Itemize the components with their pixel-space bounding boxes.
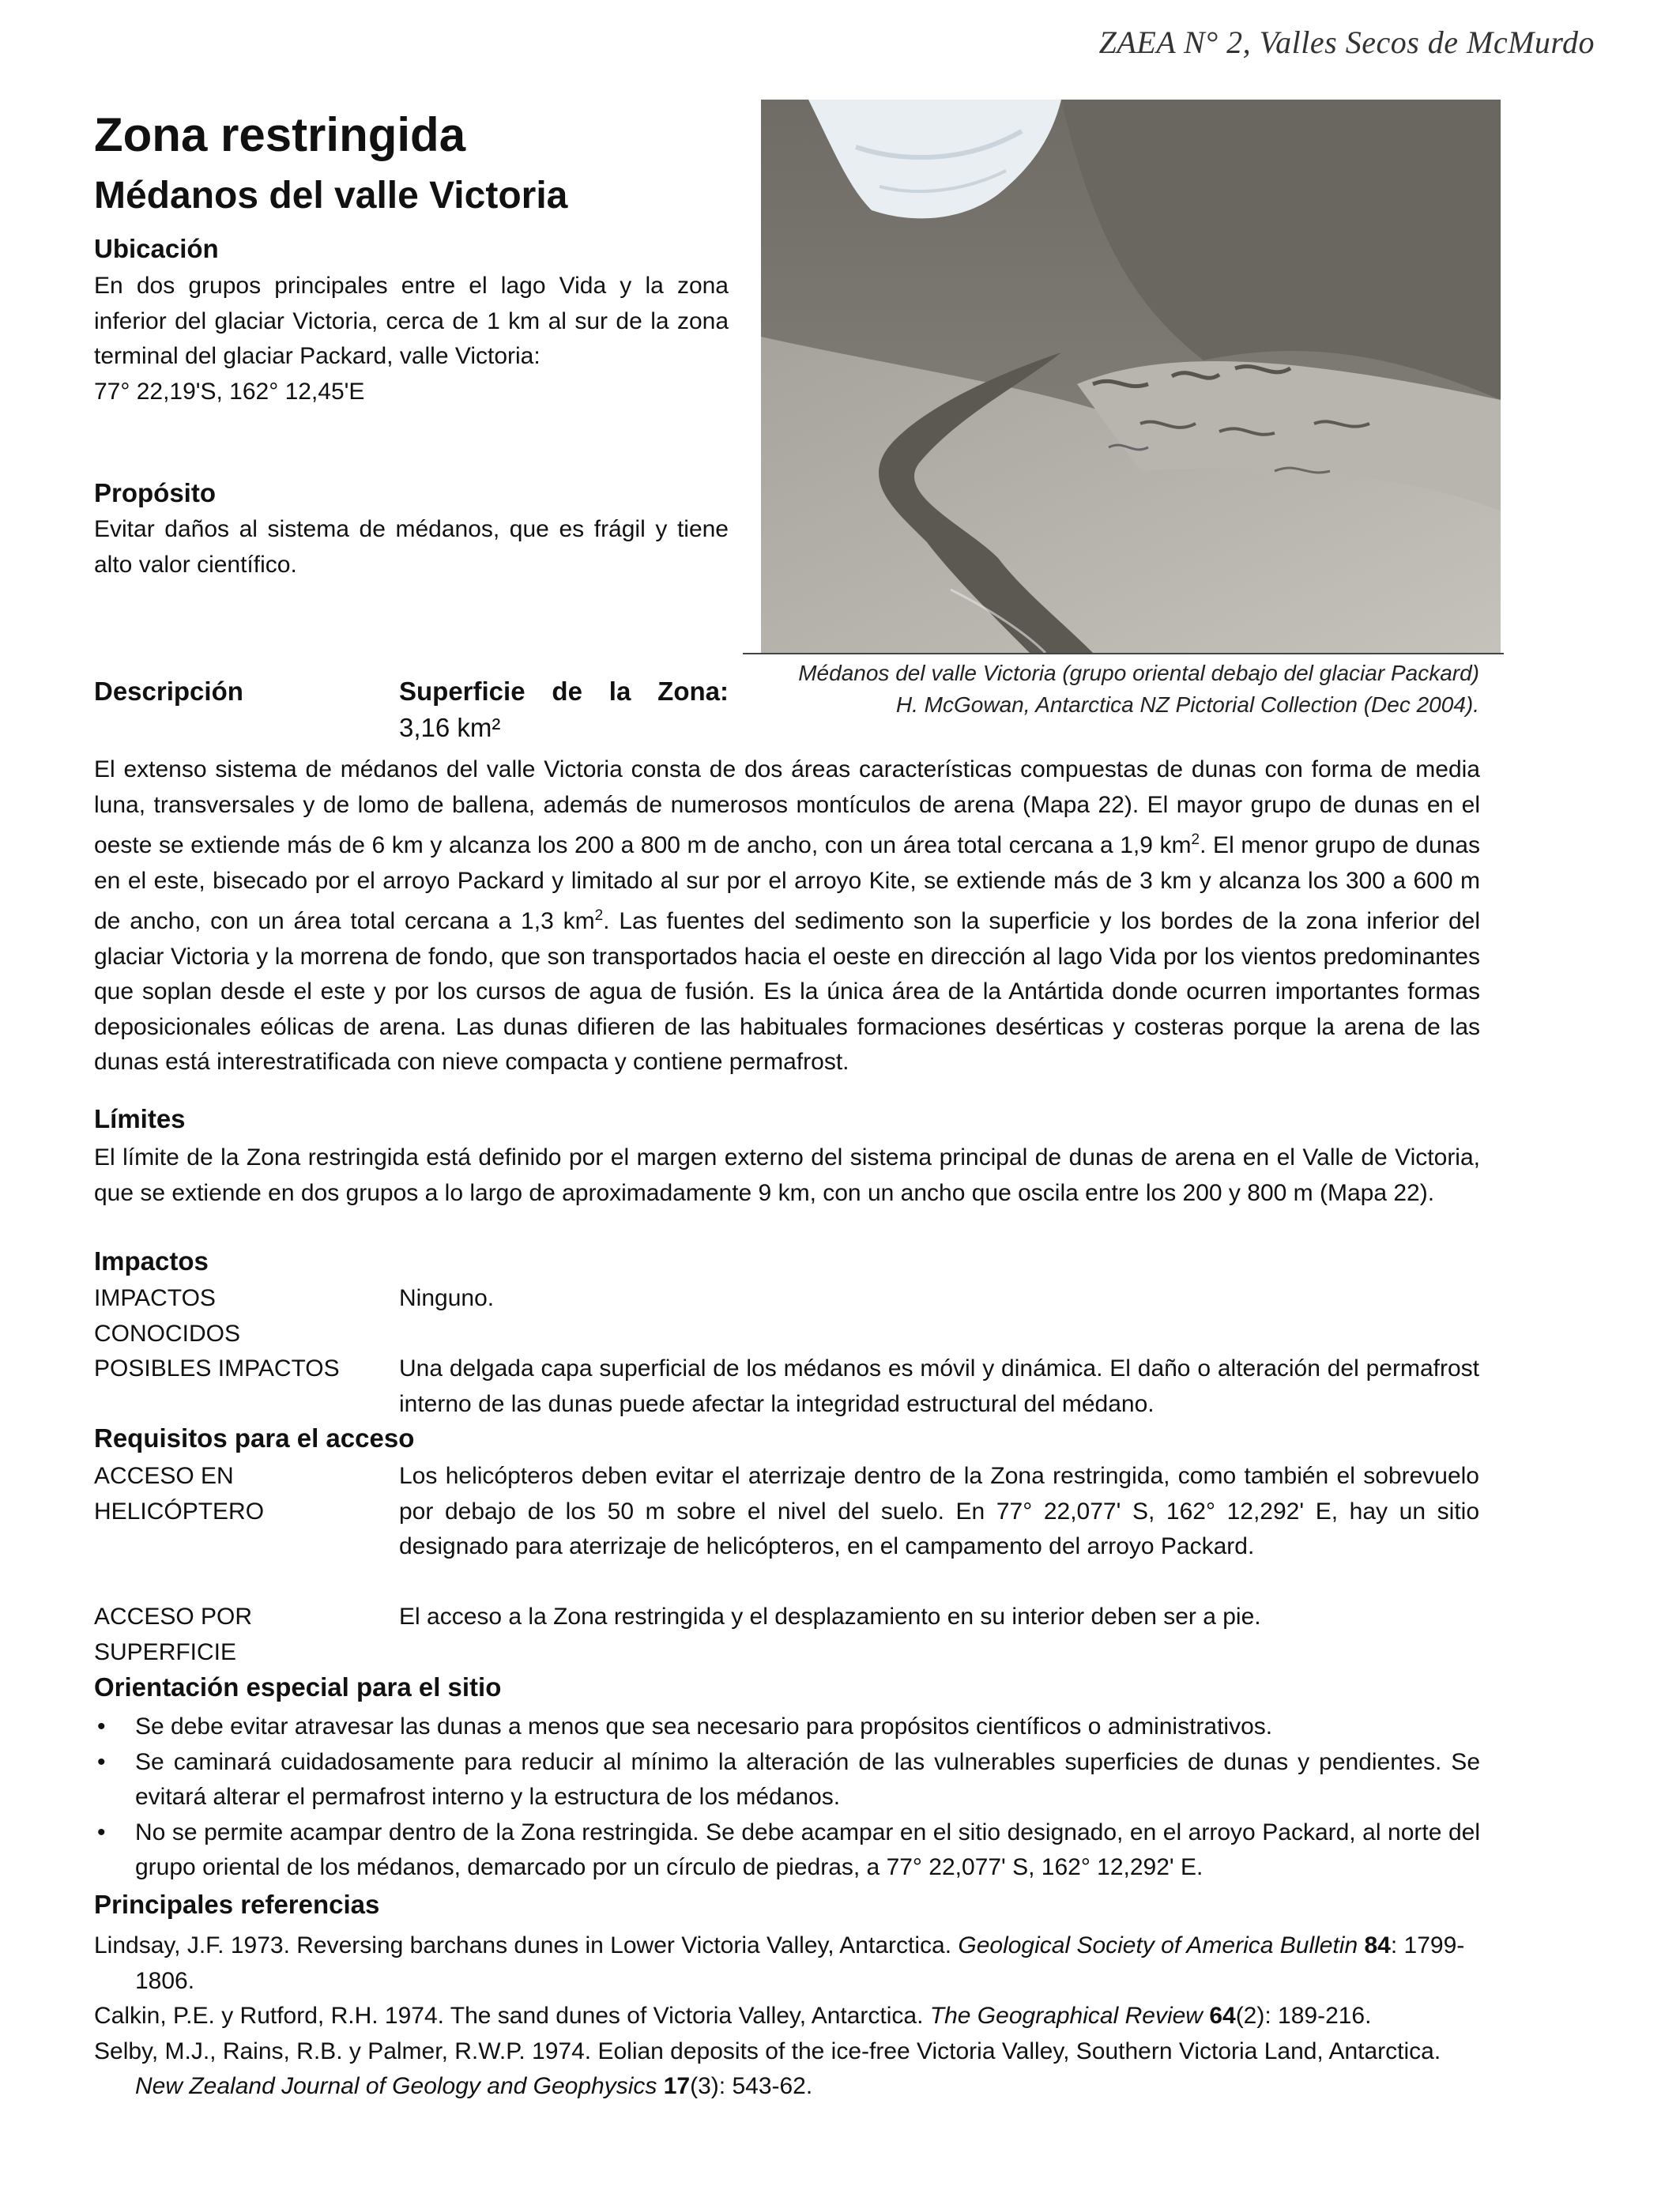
running-header: ZAEA N° 2, Valles Secos de McMurdo <box>1098 25 1595 60</box>
photo-baseline <box>743 653 1504 654</box>
orientacion-heading: Orientación especial para el sitio <box>94 1672 502 1702</box>
descripcion-part-b: . El menor grupo de dunas en el este, bisecado por el arroyo Packard y limitado al sur por el arroyo Kite, se extiende más de 3 km y alcanza los 300 a 600 m de ancho, con un área total cercana a 1,3 km <box>94 832 1480 934</box>
bullet-icon: • <box>97 1819 106 1845</box>
descripcion-part-a: El extenso sistema de médanos del valle Victoria consta de dos áreas características compuestas de dunas con forma de media luna, transversales y de lomo de ballena, además de numerosos montículos de arena (Mapa 22). El mayor grupo de dunas en el oeste se extiende más de 6 km y alcanza los 200 a 800 m de ancho, con un área total cercana a 1,9 km <box>94 756 1480 858</box>
acceso-superficie-label-1: ACCESO POR <box>94 1604 253 1630</box>
page-subtitle: Médanos del valle Victoria <box>94 175 568 217</box>
descripcion-heading: Descripción <box>94 677 243 706</box>
ref-volume: 84 <box>1364 1932 1391 1958</box>
ubicacion-heading: Ubicación <box>94 234 219 263</box>
acceso-superficie-value: El acceso a la Zona restringida y el desplazamiento en su interior deben ser a pie. <box>399 1604 1261 1630</box>
proposito-heading: Propósito <box>94 478 216 507</box>
ubicacion-body: En dos grupos principales entre el lago Vida y la zona inferior del glaciar Victoria, cerca de 1 km al sur de la zona terminal del glaciar Packard, valle Victoria: <box>94 273 729 369</box>
acceso-helicoptero-value: Los helicópteros deben evitar el aterrizaje dentro de la Zona restringida, como también el sobrevuelo por debajo de los 50 m sobre el nivel del suelo. En 77° 22,077' S, 162° 12,292' E, hay un sitio designado para aterrizaje de helicópteros, en el campamento del arroyo Packard. <box>399 1463 1479 1559</box>
impactos-conocidos-label-1: IMPACTOS <box>94 1285 216 1311</box>
reference-item <box>94 1928 1480 1999</box>
referencias-heading: Principales referencias <box>94 1890 380 1919</box>
reference-item <box>94 1999 1480 2034</box>
acceso-helicoptero-label <box>94 1459 379 1529</box>
acceso-helicoptero-label-2: HELICÓPTERO <box>94 1498 265 1525</box>
bullet-icon: • <box>97 1713 106 1740</box>
list-item-text: Se debe evitar atravesar las dunas a menos que sea necesario para propósitos científicos o administrativos. <box>135 1713 1273 1740</box>
ref-volume: 17 <box>663 2073 691 2099</box>
orientacion-list <box>94 1710 1480 1886</box>
ref-journal: New Zealand Journal of Geology and Geophysics <box>135 2073 657 2099</box>
ref-journal: The Geographical Review <box>929 2003 1203 2029</box>
ubicacion-coords: 77° 22,19'S, 162° 12,45'E <box>94 378 365 405</box>
ref-volume: 64 <box>1209 2003 1236 2029</box>
page-title: Zona restringida <box>94 108 466 161</box>
descripcion-text <box>94 752 1480 1080</box>
acceso-heading: Requisitos para el acceso <box>94 1423 415 1453</box>
impactos-conocidos-value: Ninguno. <box>399 1285 495 1311</box>
list-item <box>94 1710 1480 1745</box>
reference-item <box>94 2034 1480 2105</box>
ref-pages: : 1799-1806. <box>135 1932 1465 1994</box>
dunes-aerial-photo <box>761 100 1501 653</box>
photo-caption-title: Médanos del valle Victoria (grupo oriental debajo del glaciar Packard) <box>798 661 1479 685</box>
ref-pages: (2): 189-216. <box>1235 2003 1372 2029</box>
ref-pages: (3): 543-62. <box>690 2073 813 2099</box>
ref-authors: Calkin, P.E. y Rutford, R.H. 1974. The sand dunes of Victoria Valley, Antarctica. <box>94 2003 930 2029</box>
superficie-label <box>399 677 729 707</box>
impactos-heading: Impactos <box>94 1246 209 1276</box>
superficie-value: 3,16 km² <box>399 713 501 742</box>
sup-b: 2 <box>594 907 604 924</box>
impactos-conocidos-label <box>94 1281 379 1351</box>
impactos-conocidos-label-2: CONOCIDOS <box>94 1320 241 1347</box>
ref-authors: Selby, M.J., Rains, R.B. y Palmer, R.W.P. 1974. Eolian deposits of the ice-free Victoria Valley, Southern Victoria Land, Antarctica. <box>94 2038 1441 2064</box>
limites-heading: Límites <box>94 1104 186 1133</box>
references-list <box>94 1928 1480 2105</box>
photo-caption <box>790 658 1479 721</box>
ref-journal: Geological Society of America Bulletin <box>958 1932 1358 1958</box>
descripcion-part-c: . Las fuentes del sedimento son la superficie y los bordes de la zona inferior del glaciar Victoria y la morrena de fondo, que son transportados hacia el oeste en dirección al lago Vida por los vientos predominantes que soplan desde el este y por los cursos de agua de fusión. Es la única área de la Antártida donde ocurren importantes formas deposicionales eólicas de arena. Las dunas difieren de las habituales formaciones desérticas y costeras porque la arena de las dunas está interestratificada con nieve compacta y contiene permafrost. <box>94 908 1481 1075</box>
acceso-superficie-label <box>94 1600 379 1670</box>
bullet-icon: • <box>97 1748 106 1775</box>
list-item-text: Se caminará cuidadosamente para reducir al mínimo la alteración de las vulnerables superficies de dunas y pendientes. Se evitará alterar el permafrost interno y la estructura de los médanos. <box>135 1748 1480 1810</box>
list-item <box>94 1745 1480 1815</box>
list-item <box>94 1815 1480 1886</box>
photo-caption-credit: H. McGowan, Antarctica NZ Pictorial Collection (Dec 2004). <box>895 692 1479 717</box>
posibles-impactos-value: Una delgada capa superficial de los médanos es móvil y dinámica. El daño o alteración del permafrost interno de las dunas puede afectar la integridad estructural del médano. <box>399 1355 1479 1417</box>
ubicacion-text <box>94 269 729 409</box>
posibles-impactos-label: POSIBLES IMPACTOS <box>94 1355 340 1382</box>
superficie-label-text: Superficie de la Zona: <box>399 677 729 706</box>
acceso-superficie-label-2: SUPERFICIE <box>94 1638 237 1665</box>
sup-a: 2 <box>1191 831 1200 848</box>
list-item-text: No se permite acampar dentro de la Zona restringida. Se debe acampar en el sitio designado, en el arroyo Packard, al norte del grupo oriental de los médanos, demarcado por un círculo de piedras, a 77° 22,077' S, 162° 12,292' E. <box>135 1819 1480 1880</box>
proposito-text: Evitar daños al sistema de médanos, que es frágil y tiene alto valor científico. <box>94 516 729 578</box>
limites-text: El límite de la Zona restringida está definido por el margen externo del sistema principal de dunas de arena en el Valle de Victoria, que se extiende en dos grupos a lo largo de aproximadamente 9 km, con un ancho que oscila entre los 200 y 800 m (Mapa 22). <box>94 1144 1480 1206</box>
acceso-helicoptero-label-1: ACCESO EN <box>94 1463 234 1489</box>
ref-authors: Lindsay, J.F. 1973. Reversing barchans dunes in Lower Victoria Valley, Antarctica. <box>94 1932 959 1958</box>
